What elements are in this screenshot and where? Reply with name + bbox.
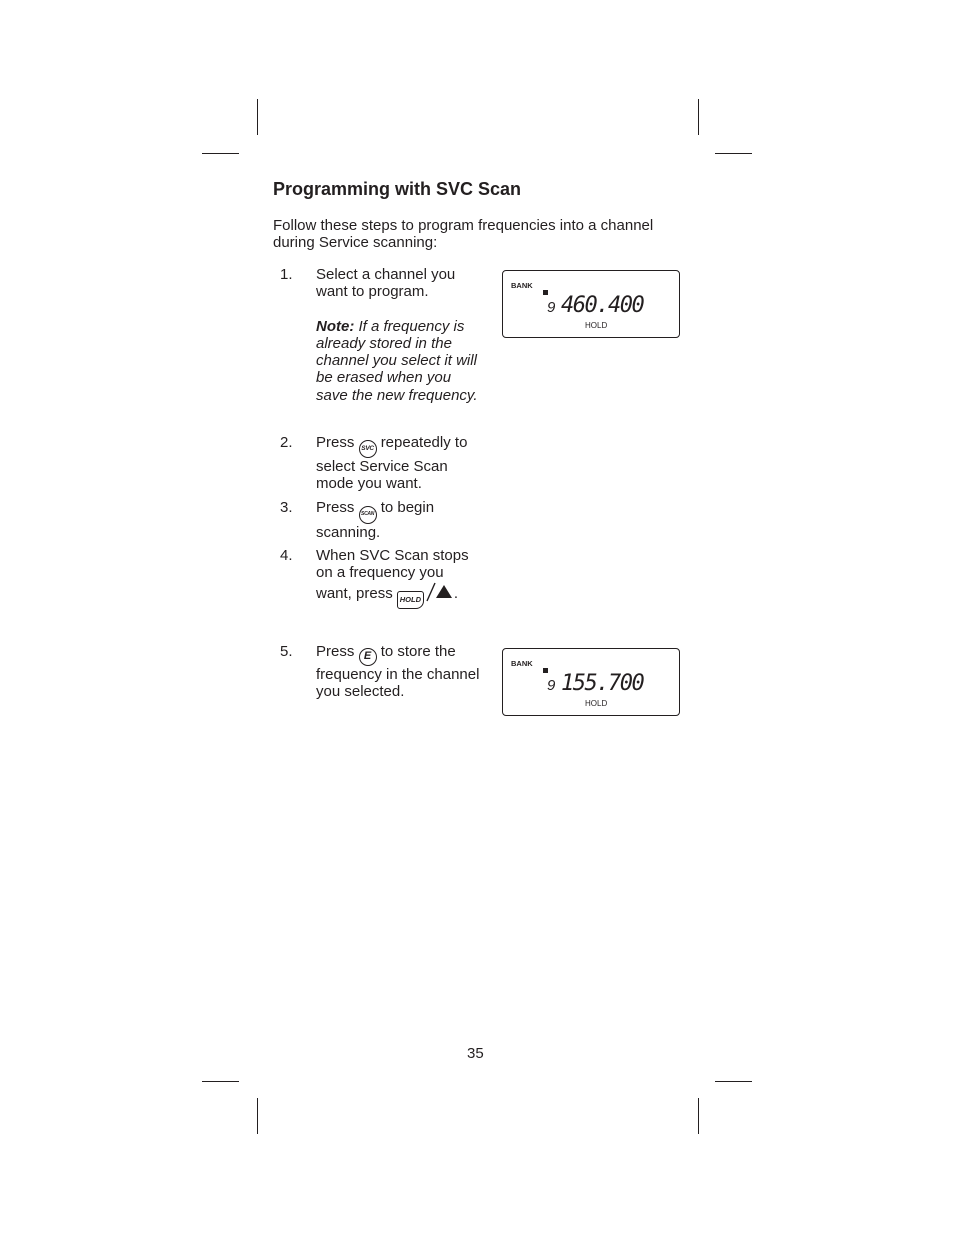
step-text-before: Press (316, 643, 355, 660)
page-number: 35 (467, 1045, 484, 1062)
section-title: Programming with SVC Scan (273, 179, 522, 199)
step-text-before: Press (316, 499, 355, 516)
step-number: 2. (280, 434, 293, 451)
step-instruction: Select a channel you want to program. (316, 266, 456, 301)
lcd-display (502, 270, 680, 338)
step-text (316, 547, 481, 609)
step-number: 4. (280, 547, 293, 564)
step-text-after: to begin scanning. (316, 499, 435, 541)
step-text (316, 643, 481, 701)
e-key-icon: E (359, 648, 377, 666)
note-text: If a frequency is already stored in the channel you select it will be erased when you save the new frequency. (316, 317, 478, 404)
step-text-after: to store the frequency in the channel you selected. (316, 643, 480, 701)
hold-indicator: HOLD (585, 321, 608, 330)
step-number: 3. (280, 499, 293, 516)
bank-dot-icon (543, 290, 548, 295)
step-text (316, 266, 481, 404)
crop-mark (257, 1098, 258, 1134)
crop-mark (202, 1081, 239, 1082)
step-text-after: repeatedly to select Service Scan mode you want. (316, 434, 468, 493)
bank-dot-icon (543, 668, 548, 673)
note (316, 318, 481, 404)
scan-key-icon: SCAN (359, 506, 377, 524)
frequency-readout: 155.700 (561, 671, 644, 696)
step-text (316, 434, 481, 493)
hold-key-icon: HOLD (397, 591, 424, 609)
lcd-display (502, 648, 680, 716)
bank-indicator: BANK (511, 659, 533, 668)
bank-indicator: BANK (511, 281, 533, 290)
channel-number: 9 (547, 677, 556, 694)
step-text-before: When SVC Scan stops on a frequency you want, press (316, 547, 469, 602)
step-text (316, 499, 481, 541)
note-label: Note: (316, 317, 355, 335)
hold-indicator: HOLD (585, 699, 608, 708)
up-arrow-icon (424, 582, 454, 602)
crop-mark (698, 1098, 699, 1134)
step-text-after: . (453, 584, 459, 602)
step-number: 5. (280, 643, 293, 660)
crop-mark (257, 99, 258, 135)
step-number: 1. (280, 266, 293, 283)
frequency-readout: 460.400 (561, 293, 644, 318)
step-text-before: Press (316, 434, 355, 451)
crop-mark (715, 153, 752, 154)
crop-mark (698, 99, 699, 135)
channel-number: 9 (547, 299, 556, 316)
crop-mark (715, 1081, 752, 1082)
intro-paragraph: Follow these steps to program frequencies into a channel during Service scanning: (273, 217, 654, 251)
svc-key-icon: SVC (359, 440, 377, 458)
crop-mark (202, 153, 239, 154)
